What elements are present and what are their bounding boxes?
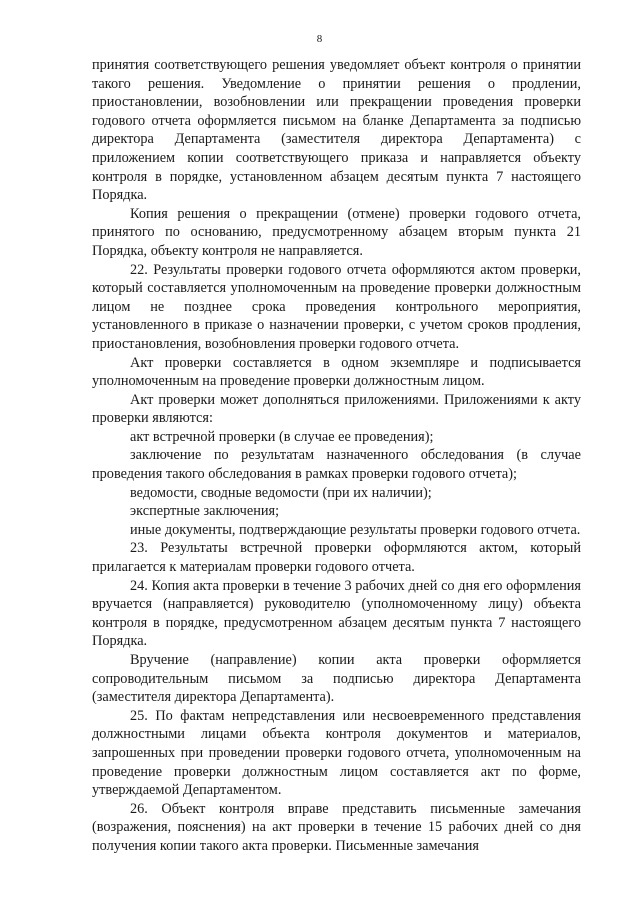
paragraph-item-24: 24. Копия акта проверки в течение 3 рабочих дней со дня его оформления вручается (направляется) руководителю (уполномоченному лицу) объекта контроля в порядке, предусмотренном абзацем десятым пункта 7 настоящего Порядка. xyxy=(92,577,581,650)
paragraph: Вручение (направление) копии акта проверки оформляется сопроводительным письмом за подписью директора Департамента (заместителя директора Департамента). xyxy=(92,652,581,706)
paragraph-item-25: 25. По фактам непредставления или несвоевременного представления должностными лицами объекта контроля документов и материалов, запрошенных при проведении проверки годового отчета, уполномоченным на проведение проверки должностным лицом составляется акт по форме, утверждаемой Департаментом. xyxy=(92,707,581,799)
paragraph: Акт проверки составляется в одном экземпляре и подписывается уполномоченным на проведение проверки должностным лицом. xyxy=(92,354,581,390)
list-item: иные документы, подтверждающие результаты проверки годового отчета. xyxy=(130,521,581,538)
paragraph: Копия решения о прекращении (отмене) проверки годового отчета, принятого по основанию, предусмотренному абзацем вторым пункта 21 Порядка, объекту контроля не направляется. xyxy=(92,205,581,259)
document-body xyxy=(92,56,581,856)
paragraph-item-26: 26. Объект контроля вправе представить письменные замечания (возражения, пояснения) на акт проверки в течение 15 рабочих дней со дня получения копии такого акта проверки. Письменные замечания xyxy=(92,800,581,854)
list-item: ведомости, сводные ведомости (при их наличии); xyxy=(130,484,432,501)
list-item: заключение по результатам назначенного обследования (в случае проведения такого обследования в рамках проверки годового отчета); xyxy=(92,447,581,483)
list-item: акт встречной проверки (в случае ее проведения); xyxy=(130,428,434,445)
paragraph: Акт проверки может дополняться приложениями. Приложениями к акту проверки являются: xyxy=(92,391,581,427)
page-number: 8 xyxy=(316,33,323,45)
paragraph-item-23: 23. Результаты встречной проверки оформляются актом, который прилагается к материалам проверки годового отчета. xyxy=(92,540,581,576)
paragraph-continuation: принятия соответствующего решения уведомляет объект контроля о принятии такого решения. Уведомление о принятии решения о продлении, приостановлении, возобновлении или прекращении проведения проверки годового отчета оформляется письмом на бланке Департамента за подписью директора Департамента (заместителя директора Департамента) с приложением копии соответствующего приказа и направляется объекту контроля в порядке, установленном абзацем десятым пункта 7 настоящего Порядка. xyxy=(92,57,581,204)
paragraph-item-22: 22. Результаты проверки годового отчета оформляются актом проверки, который составляется уполномоченным на проведение проверки должностным лицом не позднее срока проведения контрольного мероприятия, установленного в приказе о назначении проверки, с учетом сроков продления, приостановления, возобновления проверки годового отчета. xyxy=(92,261,581,352)
list-item: экспертные заключения; xyxy=(130,503,280,520)
